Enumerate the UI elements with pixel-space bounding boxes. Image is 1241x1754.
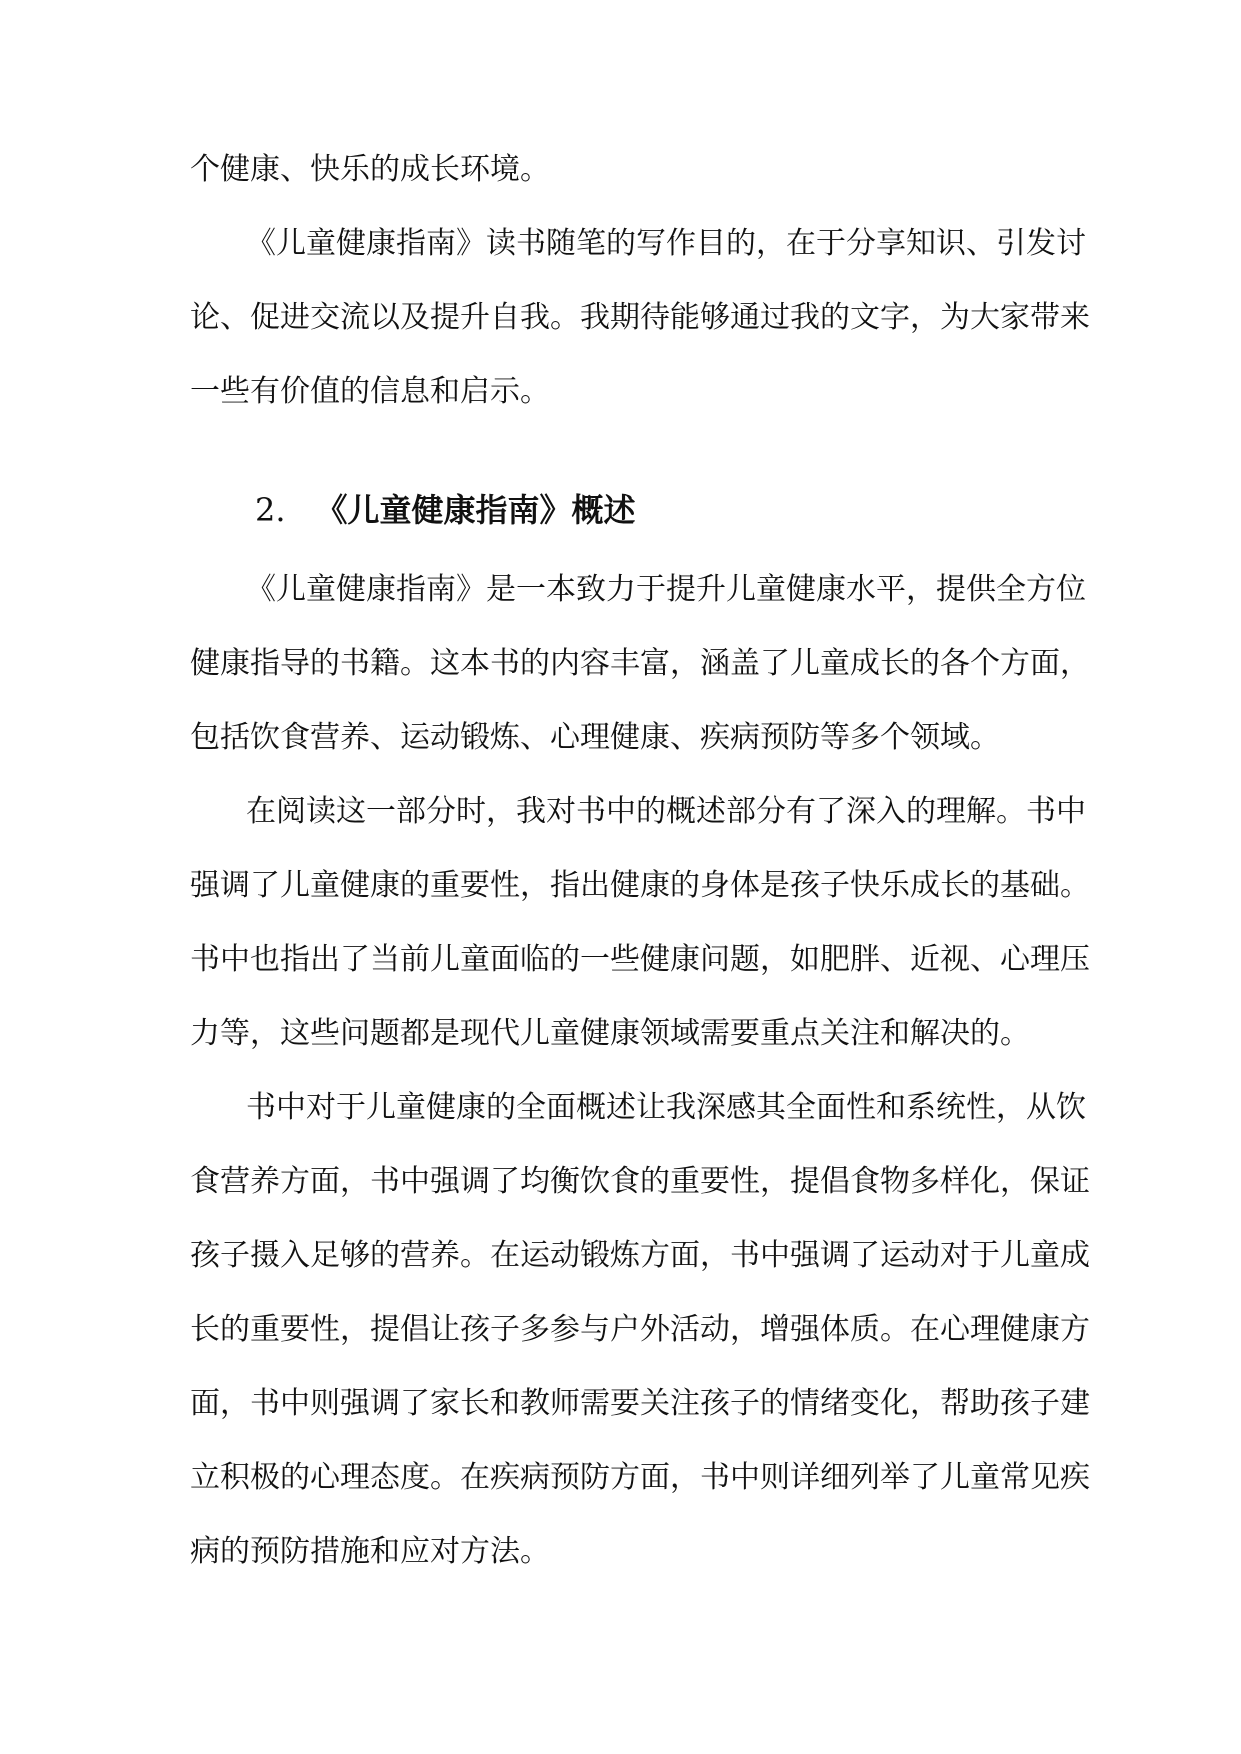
paragraph-line: 书中也指出了当前儿童面临的一些健康问题，如肥胖、近视、心理压 <box>190 942 1090 977</box>
paragraph-line: 《儿童健康指南》读书随笔的写作目的，在于分享知识、引发讨 <box>246 226 1086 261</box>
paragraph-line: 孩子摄入足够的营养。在运动锻炼方面，书中强调了运动对于儿童成 <box>190 1238 1090 1273</box>
paragraph-line: 论、促进交流以及提升自我。我期待能够通过我的文字，为大家带来 <box>190 300 1090 335</box>
paragraph-line: 书中对于儿童健康的全面概述让我深感其全面性和系统性，从饮 <box>246 1090 1086 1125</box>
paragraph-line: 病的预防措施和应对方法。 <box>190 1534 550 1569</box>
paragraph-line: 包括饮食营养、运动锻炼、心理健康、疾病预防等多个领域。 <box>190 720 1000 755</box>
paragraph-line: 在阅读这一部分时，我对书中的概述部分有了深入的理解。书中 <box>246 794 1086 829</box>
paragraph-line: 面，书中则强调了家长和教师需要关注孩子的情绪变化，帮助孩子建 <box>190 1386 1090 1421</box>
paragraph-line: 一些有价值的信息和启示。 <box>190 374 550 409</box>
paragraph-line: 食营养方面，书中强调了均衡饮食的重要性，提倡食物多样化，保证 <box>190 1164 1090 1199</box>
paragraph-line: 强调了儿童健康的重要性，指出健康的身体是孩子快乐成长的基础。 <box>190 868 1090 903</box>
paragraph-line: 长的重要性，提倡让孩子多参与户外活动，增强体质。在心理健康方 <box>190 1312 1090 1347</box>
section-heading <box>255 488 636 532</box>
paragraph-line: 健康指导的书籍。这本书的内容丰富，涵盖了儿童成长的各个方面， <box>190 646 1090 681</box>
section-number: 2. <box>255 491 286 529</box>
paragraph-line: 《儿童健康指南》是一本致力于提升儿童健康水平，提供全方位 <box>246 572 1086 607</box>
paragraph-line: 立积极的心理态度。在疾病预防方面，书中则详细列举了儿童常见疾 <box>190 1460 1090 1495</box>
section-title: 《儿童健康指南》概述 <box>315 491 636 529</box>
paragraph-line: 力等，这些问题都是现代儿童健康领域需要重点关注和解决的。 <box>190 1016 1030 1051</box>
paragraph-line: 个健康、快乐的成长环境。 <box>190 152 550 187</box>
